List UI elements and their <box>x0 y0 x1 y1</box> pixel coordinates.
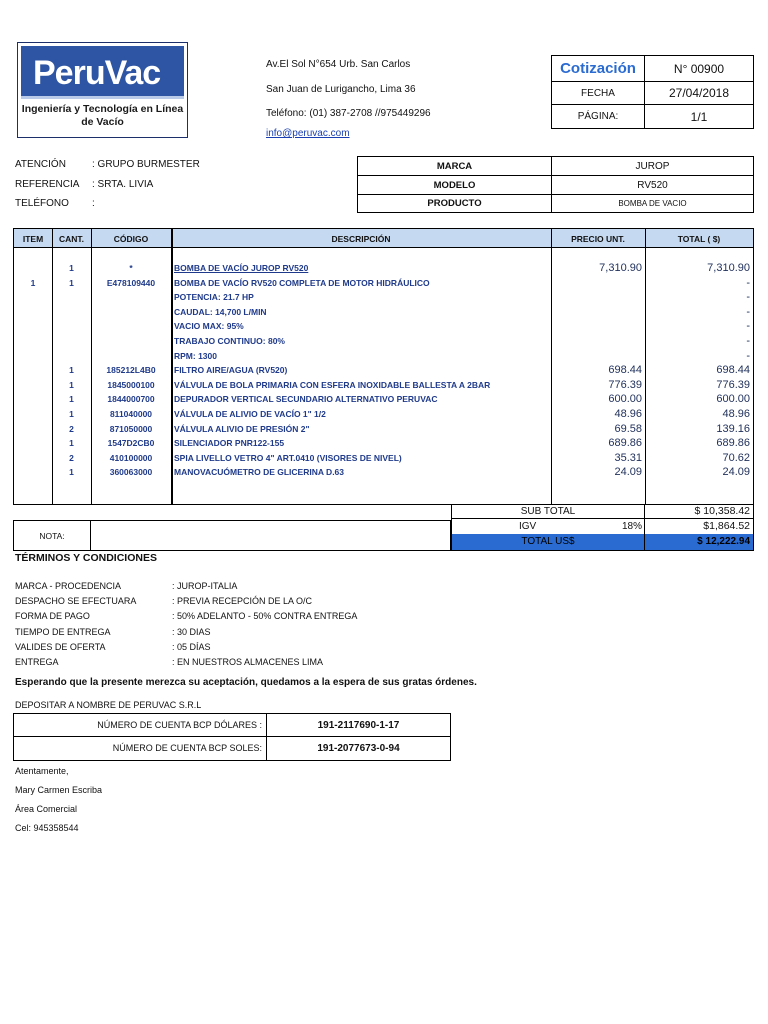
logo-tagline: Ingeniería y Tecnología en Línea de Vacío <box>21 103 184 128</box>
table-row <box>14 465 753 480</box>
row-item: 1 <box>30 277 36 288</box>
row-total: - <box>746 305 750 318</box>
row-total: - <box>746 320 750 333</box>
totals-box <box>451 504 754 551</box>
atencion-label: ATENCIÓN <box>15 159 66 170</box>
row-precio: 689.86 <box>608 437 642 450</box>
row-precio <box>552 319 642 334</box>
row-cant <box>52 334 91 349</box>
row-descripcion: MANOVACUÓMETRO DE GLICERINA D.63 <box>174 467 345 478</box>
term-value: : PREVIA RECEPCIÓN DE LA O/C <box>172 596 313 607</box>
row-descripcion: CAUDAL: 14,700 L/MIN <box>174 306 267 317</box>
row-total: 7,310.90 <box>707 262 750 274</box>
term-label: MARCA - PROCEDENCIA <box>15 581 122 591</box>
subtotal-value: $ 10,358.42 <box>645 504 753 519</box>
closing-text: Esperando que la presente merezca su aceptación, quedamos a la espera de sus gratas órdenes. <box>15 677 477 688</box>
total-value: $ 12,222.94 <box>645 534 753 550</box>
row-precio: 776.39 <box>608 378 642 391</box>
atencion-value: : GRUPO BURMESTER <box>92 159 200 170</box>
nota-box <box>13 520 451 551</box>
row-item <box>14 451 52 466</box>
row-cant: 1 <box>69 394 74 405</box>
email-link[interactable]: info@peruvac.com <box>266 128 350 139</box>
row-codigo: 871050000 <box>109 423 153 434</box>
row-cant: 2 <box>69 423 74 434</box>
row-item <box>14 261 52 276</box>
row-item <box>14 407 52 422</box>
row-descripcion: DEPURADOR VERTICAL SECUNDARIO ALTERNATIVO PERUVAC <box>174 394 438 405</box>
row-codigo: 360063000 <box>109 467 153 478</box>
row-item <box>14 363 52 378</box>
table-row <box>14 319 753 334</box>
quote-number: N° 00900 <box>645 56 753 82</box>
row-item <box>14 334 52 349</box>
row-precio <box>552 290 642 305</box>
row-codigo <box>91 319 171 334</box>
row-codigo <box>91 305 171 320</box>
row-cant <box>52 305 91 320</box>
term-label: FORMA DE PAGO <box>15 611 90 622</box>
row-descripcion: VÁLVULA DE BOLA PRIMARIA CON ESFERA INOXIDABLE BALLESTA A 2BAR <box>174 379 491 390</box>
row-precio <box>552 349 642 364</box>
table-row <box>14 261 753 276</box>
pagina-value: 1/1 <box>690 109 708 124</box>
modelo-value: RV520 <box>552 176 753 195</box>
row-total: - <box>746 276 750 289</box>
row-item <box>14 422 52 437</box>
term-value: : 05 DÍAS <box>172 641 211 652</box>
terms-title: TÉRMINOS Y CONDICIONES <box>15 552 157 564</box>
row-precio: 7,310.90 <box>599 262 642 274</box>
row-item <box>14 319 52 334</box>
row-cant: 1 <box>69 438 74 449</box>
depositar-text: DEPOSITAR A NOMBRE DE PERUVAC S.R.L <box>15 700 202 710</box>
table-row <box>14 378 753 393</box>
logo-word: PeruVac <box>33 54 161 92</box>
row-codigo <box>91 290 171 305</box>
row-precio: 69.58 <box>614 422 642 435</box>
term-value: : EN NUESTROS ALMACENES LIMA <box>172 657 324 667</box>
row-codigo <box>91 349 171 364</box>
referencia-value: : SRTA. LIVIA <box>92 179 154 190</box>
row-descripcion: VACIO MAX: 95% <box>174 321 244 332</box>
header-codigo: CÓDIGO <box>113 233 149 244</box>
table-row <box>14 349 753 364</box>
row-cant: 1 <box>69 277 74 288</box>
row-total: 776.39 <box>716 378 750 391</box>
table-row <box>14 436 753 451</box>
row-descripcion: VÁLVULA ALIVIO DE PRESIÓN 2" <box>174 423 310 434</box>
producto-value: BOMBA DE VACIO <box>618 199 687 208</box>
row-item <box>14 436 52 451</box>
address-line-2: San Juan de Lurigancho, Lima 36 <box>266 84 416 95</box>
row-cant: 1 <box>69 365 74 376</box>
header-total: TOTAL ( $) <box>677 233 721 244</box>
items-table-header <box>14 229 753 248</box>
quote-box <box>551 55 754 129</box>
soles-account: 191-2077673-0-94 <box>317 743 400 754</box>
row-total: - <box>746 335 750 347</box>
fecha-value: 27/04/2018 <box>645 82 753 105</box>
row-precio: 48.96 <box>614 408 642 420</box>
marca-label: MARCA <box>358 157 552 176</box>
row-cant: 1 <box>69 263 74 273</box>
total-label: TOTAL US$ <box>452 534 645 550</box>
row-cant <box>52 349 91 364</box>
referencia-label: REFERENCIA <box>15 179 80 190</box>
term-value: : 50% ADELANTO - 50% CONTRA ENTREGA <box>172 611 358 622</box>
row-descripcion: SPIA LIVELLO VETRO 4" ART.0410 (VISORES DE NIVEL) <box>174 452 402 463</box>
term-label: VALIDES DE OFERTA <box>15 641 106 652</box>
table-row <box>14 422 753 437</box>
row-codigo: 1844000700 <box>107 394 155 405</box>
row-codigo: 811040000 <box>109 409 153 419</box>
table-row <box>14 305 753 320</box>
quote-title: Cotización <box>552 56 645 82</box>
igv-percent: 18% <box>621 521 642 532</box>
producto-label: PRODUCTO <box>358 195 552 212</box>
table-row <box>14 363 753 378</box>
table-row <box>14 334 753 349</box>
row-codigo: E478109440 <box>106 277 156 288</box>
phone-line: Teléfono: (01) 387-2708 //975449296 <box>266 108 431 119</box>
row-total: 24.09 <box>722 466 750 479</box>
dolares-label: NÚMERO DE CUENTA BCP DÓLARES : <box>14 714 267 737</box>
row-precio <box>552 276 642 291</box>
table-row <box>14 451 753 466</box>
row-descripcion: BOMBA DE VACÍO RV520 COMPLETA DE MOTOR HIDRÁULICO <box>174 277 430 288</box>
table-row <box>14 407 753 422</box>
pagina-label: PÁGINA: <box>552 105 645 128</box>
telefono-value: : <box>92 198 95 209</box>
igv-label: IGV <box>519 521 537 532</box>
row-item <box>14 378 52 393</box>
term-label: ENTREGA <box>15 657 59 667</box>
company-logo <box>17 42 188 138</box>
row-descripcion: RPM: 1300 <box>174 350 217 361</box>
header-cant: CANT. <box>58 233 85 244</box>
row-codigo: 185212L4B0 <box>106 365 156 376</box>
bank-box <box>13 713 451 761</box>
row-descripcion: POTENCIA: 21.7 HP <box>174 292 254 303</box>
telefono-label: TELÉFONO <box>15 198 69 209</box>
row-descripcion: VÁLVULA DE ALIVIO DE VACÍO 1" 1/2 <box>174 409 326 419</box>
items-table <box>13 228 754 505</box>
row-item <box>14 349 52 364</box>
row-precio <box>552 305 642 320</box>
row-codigo: * <box>129 263 133 273</box>
row-total: 70.62 <box>722 451 750 464</box>
term-value: : JUROP-ITALIA <box>172 581 238 591</box>
marca-value: JUROP <box>552 157 753 176</box>
igv-row <box>452 519 645 534</box>
product-box <box>357 156 754 213</box>
row-total: 689.86 <box>716 437 750 450</box>
row-total: 698.44 <box>716 364 750 377</box>
row-item <box>14 290 52 305</box>
igv-value: $1,864.52 <box>703 520 750 532</box>
dolares-account: 191-2117690-1-17 <box>267 714 450 737</box>
header-item: ITEM <box>22 233 44 244</box>
row-item <box>14 465 52 480</box>
row-codigo: 410100000 <box>109 452 153 463</box>
table-row <box>14 276 753 291</box>
fecha-label: FECHA <box>552 82 645 105</box>
row-cant <box>52 319 91 334</box>
table-row <box>14 392 753 407</box>
row-total: - <box>746 349 750 362</box>
term-label: DESPACHO SE EFECTUARA <box>15 596 137 607</box>
row-codigo <box>91 334 171 349</box>
term-label: TIEMPO DE ENTREGA <box>15 626 111 637</box>
signature-line-4: Cel: 945358544 <box>15 823 79 833</box>
logo-banner <box>21 46 184 99</box>
row-item <box>14 392 52 407</box>
nota-label: NOTA: <box>14 521 91 550</box>
row-cant: 1 <box>69 467 74 478</box>
row-descripcion: FILTRO AIRE/AGUA (RV520) <box>174 365 288 376</box>
row-total: 139.16 <box>716 422 750 435</box>
term-value: : 30 DIAS <box>172 626 211 637</box>
row-total: 600.00 <box>716 393 750 406</box>
address-line-1: Av.El Sol N°654 Urb. San Carlos <box>266 59 411 70</box>
row-total: - <box>746 291 750 304</box>
row-cant: 2 <box>69 452 74 463</box>
row-codigo: 1547D2CB0 <box>107 438 155 449</box>
row-precio <box>552 334 642 349</box>
row-precio: 35.31 <box>614 451 642 464</box>
row-precio: 698.44 <box>608 364 642 377</box>
row-cant: 1 <box>69 409 74 419</box>
row-precio: 24.09 <box>614 466 642 479</box>
row-descripcion: TRABAJO CONTINUO: 80% <box>174 336 285 346</box>
row-descripcion: BOMBA DE VACÍO JUROP RV520 <box>174 263 309 273</box>
totals-area <box>13 504 754 551</box>
row-item <box>14 305 52 320</box>
subtotal-label: SUB TOTAL <box>452 504 645 519</box>
signature-line-3: Área Comercial <box>15 804 78 814</box>
soles-label: NÚMERO DE CUENTA BCP SOLES: <box>14 737 267 760</box>
row-precio: 600.00 <box>608 393 642 406</box>
row-cant: 1 <box>69 379 74 390</box>
row-descripcion: SILENCIADOR PNR122-155 <box>174 438 285 449</box>
signature-line-2: Mary Carmen Escriba <box>15 785 103 795</box>
row-cant <box>52 290 91 305</box>
modelo-label: MODELO <box>358 176 552 195</box>
signature-line-1: Atentamente, <box>15 766 69 776</box>
table-row <box>14 290 753 305</box>
row-total: 48.96 <box>722 408 750 420</box>
row-codigo: 1845000100 <box>107 379 155 390</box>
header-descripcion: DESCRIPCIÓN <box>331 233 391 244</box>
header-precio: PRECIO UNT. <box>571 233 625 244</box>
